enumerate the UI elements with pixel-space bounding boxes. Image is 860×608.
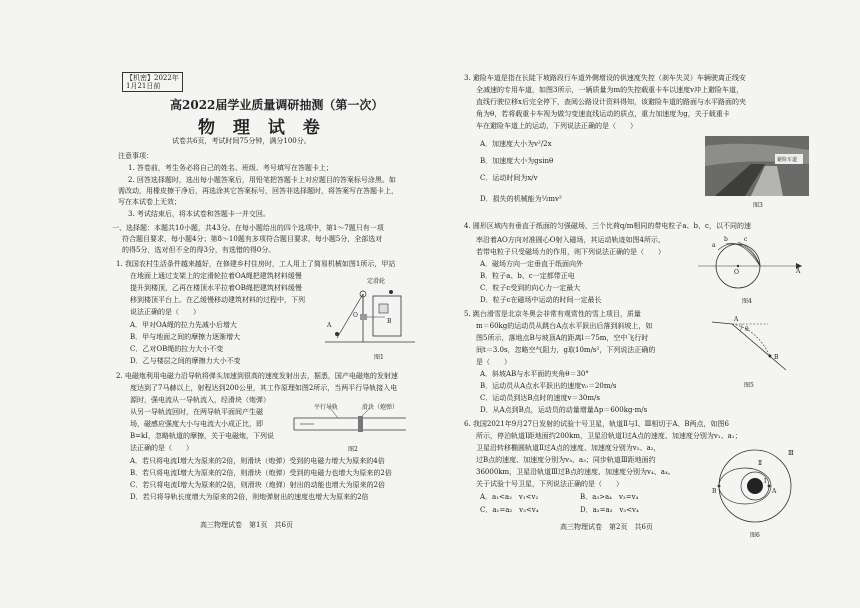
figure-5 bbox=[698, 314, 798, 374]
fig1-label-b: B bbox=[387, 318, 392, 325]
q2-option-d: D．若只将导轨长度增大为原来的2倍，则炮弹射出的速度也增大为原来的2倍 bbox=[130, 493, 369, 501]
q5-stem: m＝60kg的运动员从跳台A点水平跃出后落到斜坡上，如 bbox=[476, 322, 653, 330]
section-line: 的得5分，选对但不全的得3分，有选错的得0分。 bbox=[122, 246, 276, 254]
fig5-label-a: A bbox=[734, 316, 739, 323]
figure-1 bbox=[325, 278, 415, 350]
q1-stem: 提升到楼顶，乙再在楼顶水平拉着OB绳把建筑材料缓慢 bbox=[130, 284, 302, 292]
figure-5-caption: 图5 bbox=[744, 382, 754, 389]
fig4-label-a-point: A bbox=[796, 268, 801, 275]
q1-option-d: D．乙与楼层之间的摩擦力大小不变 bbox=[130, 357, 241, 365]
page-footer: 高三物理试卷 第2页 共6页 bbox=[560, 523, 653, 531]
q2-option-c: C．若只将电流I增大为原来的2倍，则滑块（炮弹）射出的动能也增大为原来的2倍 bbox=[130, 481, 386, 489]
q1-stem: 1. 我国农村生活条件越来越好，在修建乡村住房时，工人用上了简易机械如图1所示，甲站 bbox=[116, 260, 396, 268]
q3-stem: 直线行驶位移x后完全停下，查阅公路设计资料得知，该避险车道的路面与水平路面的夹 bbox=[476, 98, 746, 106]
fig5-label-theta: θ bbox=[745, 326, 749, 333]
q2-stem: 法正确的是（ ） bbox=[130, 444, 193, 452]
fig6-label-a: A bbox=[772, 488, 777, 495]
figure-4-caption: 图4 bbox=[742, 298, 752, 305]
fig2-label-rails: 平行导轨 bbox=[314, 404, 339, 411]
note-line: 写在本试卷上无效； bbox=[118, 198, 181, 206]
q6-stem: 6. 我国2021年9月27日发射的试验十号卫星，轨道Ⅱ与Ⅰ、Ⅲ相切于A、B两点，如图6 bbox=[464, 420, 730, 428]
q2-stem: 源时，强电流从一导轨流入，经滑块（炮弹） bbox=[130, 396, 270, 404]
q5-option-b: B．运动员从A点水平跃出的速度v₀＝20m/s bbox=[480, 382, 617, 390]
q2-stem: 2. 电磁炮利用电磁力沿导轨将弹头加速到很高的速度发射出去，据悉，国产电磁炮的发射速 bbox=[116, 372, 398, 380]
q5-option-d: D．从A点到B点，运动员的动量增量Δp＝600kg·m/s bbox=[480, 406, 648, 414]
figure-3-caption: 图3 bbox=[753, 202, 763, 209]
q3-option-a: A．加速度大小为v²/2x bbox=[480, 140, 552, 148]
q4-option-b: B．粒子a、b、c一定都带正电 bbox=[480, 272, 575, 280]
exam-info: 试卷共6页，考试时间75分钟，满分100分。 bbox=[172, 137, 311, 145]
note-line: 需改动，用橡皮擦干净后，再选涂其它答案标号，回答非选择题时，将答案写在答题卡上， bbox=[118, 187, 398, 195]
q6-option-c: C．a₁=a₂ v₃<v₄ bbox=[480, 506, 539, 514]
q5-option-a: A．斜坡AB与水平面的夹角θ＝30° bbox=[480, 370, 589, 378]
section-line: 符合题目要求，每小题4分；第8～10题有多项符合题目要求，每小题5分，全部选对 bbox=[122, 235, 383, 243]
q4-stem: 若带电粒子只受磁场力的作用，则下列说法正确的是（ ） bbox=[476, 248, 665, 256]
fig6-label-iii: Ⅲ bbox=[788, 450, 794, 457]
q3-stem: 车在避险车道上的运动，下列说法正确的是（ ） bbox=[476, 122, 637, 130]
fig1-label-pulley: 定滑轮 bbox=[367, 278, 386, 285]
notes-heading: 注意事项： bbox=[118, 152, 153, 160]
q1-stem: 移到楼顶平台上。在乙缓慢移动建筑材料的过程中，下列 bbox=[130, 296, 305, 304]
escape-lane-sign: 避险车道 bbox=[777, 157, 798, 163]
q5-stem: 间t＝3.0s，忽略空气阻力，g取10m/s²，下列说法正确的 bbox=[476, 346, 656, 354]
fig4-label-a: a bbox=[712, 242, 716, 249]
q2-stem: B=kI，忽略轨道的摩擦，关于电磁炮，下列说 bbox=[130, 432, 275, 440]
q2-option-b: B．若只将电流I增大为原来的2倍，则滑块（炮弹）受到的电磁力也增大为原来的2倍 bbox=[130, 469, 392, 477]
q6-option-d: D．a₂=a₃ v₃<v₄ bbox=[580, 506, 639, 514]
q2-stem: 场，磁感应强度大小与电流大小成正比，即 bbox=[130, 420, 263, 428]
note-line: 1. 答卷前，考生务必将自己的姓名、班级、考号填写在答题卡上； bbox=[128, 164, 333, 172]
figure-4 bbox=[698, 236, 808, 294]
fig5-label-b: B bbox=[774, 354, 779, 361]
note-line: 3. 考试结束后，将本试卷和答题卡一并交回。 bbox=[128, 210, 270, 218]
secret-date: 1月21日前 bbox=[126, 82, 161, 90]
q5-stem: 5. 跳台滑雪是北京冬奥会非常有观赏性的雪上项目，质量 bbox=[464, 310, 641, 318]
q6-stem: 过B点的速度、加速度分别为v₃、a₃；同步轨道Ⅲ距地面约 bbox=[476, 456, 656, 464]
q6-option-a: A．a₁<a₂ v₁<v₂ bbox=[480, 493, 539, 501]
q1-option-b: B．甲与地面之间的摩擦力逐渐增大 bbox=[130, 333, 241, 341]
q3-stem: 角为θ，若将载重卡车视为做匀变速直线运动的质点，重力加速度为g，关于载重卡 bbox=[476, 110, 730, 118]
figure-6 bbox=[712, 444, 798, 528]
page-2 bbox=[430, 0, 860, 608]
page-footer: 高三物理试卷 第1页 共6页 bbox=[200, 521, 293, 529]
confidential-stamp bbox=[122, 72, 183, 92]
q3-option-c: C．运动时间为x/v bbox=[480, 174, 538, 182]
q2-stem: 从另一导轨流回时，在两导轨平面间产生磁 bbox=[130, 408, 263, 416]
q6-stem: 关于试验十号卫星，下列说法正确的是（ ） bbox=[476, 480, 623, 488]
q1-stem: 在地面上通过支架上的定滑轮拉着OA绳把建筑材料缓慢 bbox=[130, 272, 302, 280]
q5-option-c: C．运动员到达B点时的速度v＝30m/s bbox=[480, 394, 600, 402]
figure-1-caption: 图1 bbox=[374, 354, 384, 361]
q4-option-d: D．粒子c在磁场中运动的时间一定最长 bbox=[480, 296, 602, 304]
fig4-label-c: c bbox=[744, 236, 748, 243]
figure-2 bbox=[290, 400, 410, 440]
q6-stem: 卫星沿转移椭圆轨道Ⅱ过A点的速度、加速度分别为v₂、a₂， bbox=[476, 444, 661, 452]
note-line: 2. 回答选择题时，选出每小题答案后，用铅笔把答题卡上对应题目的答案标号涂黑。如 bbox=[128, 176, 396, 184]
q3-stem: 全减速的专用车道，如图3所示，一辆质量为m的失控载重卡车以速度v冲上避险车道， bbox=[476, 86, 744, 94]
q1-option-a: A．甲对OA绳的拉力先减小后增大 bbox=[130, 321, 237, 329]
fig1-label-o: O bbox=[353, 312, 358, 319]
q2-option-a: A．若只将电流I增大为原来的2倍，则滑块（炮弹）受到的电磁力增大为原来的4倍 bbox=[130, 457, 385, 465]
q1-stem: 说法正确的是（ ） bbox=[130, 308, 200, 316]
figure-6-caption: 图6 bbox=[750, 532, 760, 539]
figure-3-photo bbox=[705, 136, 809, 196]
q3-option-b: B．加速度大小为gsinθ bbox=[480, 157, 554, 165]
q4-stem: 4. 圆形区域内有垂直于纸面的匀强磁场，三个比荷q/m相同的带电粒子a、b、c，以不同的速 bbox=[464, 222, 751, 230]
fig2-label-slider: 滑块（炮弹） bbox=[362, 404, 399, 411]
q2-stem: 度达到了7马赫以上，射程达到200公里，其工作原理如图2所示，当两平行导轨接入电 bbox=[130, 384, 398, 392]
fig4-label-o: O bbox=[734, 269, 739, 276]
q6-stem: 36000km，卫星沿轨道Ⅲ过B点的速度、加速度分别为v₄、a₄。 bbox=[476, 468, 675, 476]
q3-option-d: D．损失的机械能为½mv² bbox=[480, 195, 562, 203]
fig4-label-b: b bbox=[724, 236, 728, 243]
figure-2-caption: 图2 bbox=[348, 446, 358, 453]
subject-title: 物 理 试 卷 bbox=[198, 118, 326, 138]
section-heading: 一、选择题：本题共10小题，共43分。在每小题给出的四个选项中，第1～7题只有一项 bbox=[112, 224, 384, 232]
fig1-label-a: A bbox=[327, 322, 332, 329]
q5-stem: 是（ ） bbox=[476, 358, 511, 366]
q3-stem: 3. 避险车道是指在长陡下坡路段行车道外侧增设的供速度失控（刹车失灵）车辆驶离正线安 bbox=[464, 74, 746, 82]
q6-option-b: B．a₃>a₄ v₃=v₄ bbox=[580, 493, 639, 501]
q1-option-c: C．乙对OB绳的拉力大小不变 bbox=[130, 345, 224, 353]
exam-title: 高2022届学业质量调研抽测（第一次） bbox=[170, 98, 384, 112]
q6-stem: 所示，停泊轨道Ⅰ距地面约200km，卫星沿轨道Ⅰ过A点的速度、加速度分别为v₁、a₁； bbox=[476, 432, 742, 440]
fig6-label-ii: Ⅱ bbox=[758, 460, 763, 467]
fig6-label-i: Ⅰ bbox=[764, 478, 767, 485]
secret-label: 【机密】2022年 bbox=[126, 74, 179, 82]
q4-option-c: C．粒子c受到的向心力一定最大 bbox=[480, 284, 581, 292]
fig6-label-b: B bbox=[712, 488, 717, 495]
q4-stem: 率沿着AO方向对准圆心O射入磁场，其运动轨迹如图4所示， bbox=[476, 236, 665, 244]
q4-option-a: A．磁场方向一定垂直于纸面向外 bbox=[480, 260, 584, 268]
q5-stem: 图5所示，落地点B与坡顶A的距离l＝75m，空中飞行时 bbox=[476, 334, 649, 342]
